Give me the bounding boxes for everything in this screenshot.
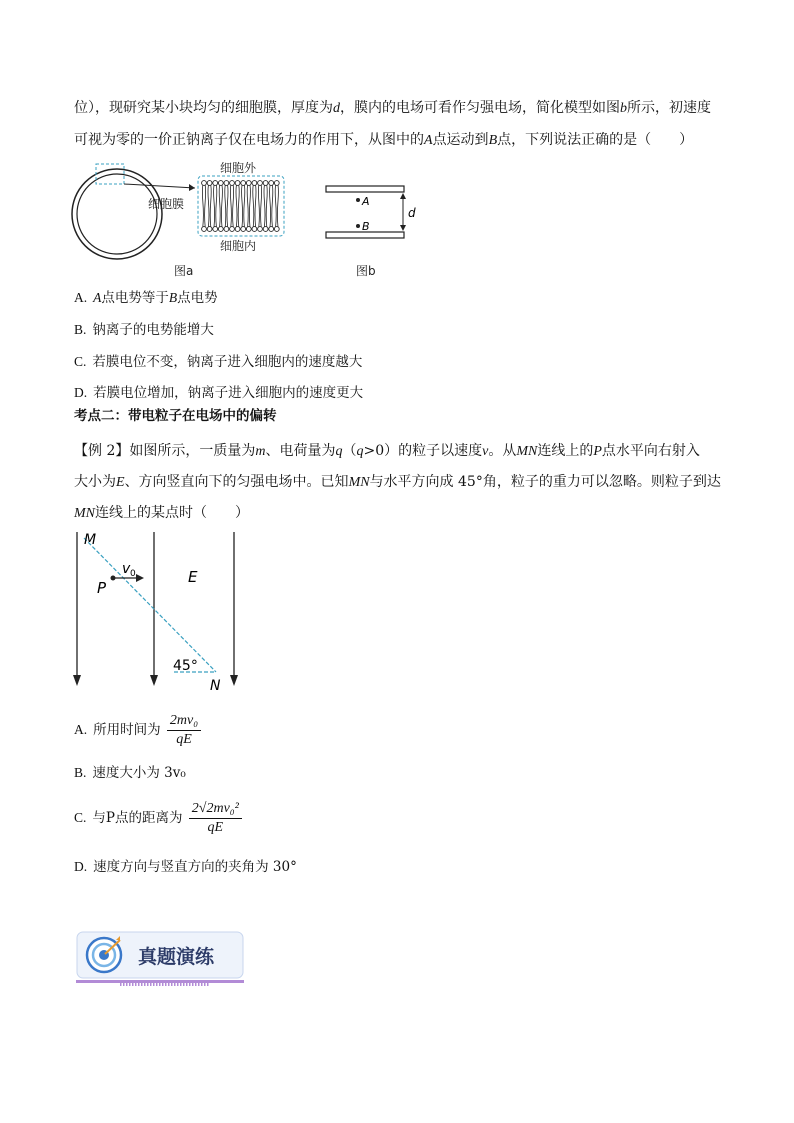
label-e: E [188, 568, 198, 586]
lipid-head-bottom [269, 227, 274, 232]
lipid-head-bottom [224, 227, 229, 232]
q1-line-1: 位），现研究某小块均匀的细胞膜，厚度为d，膜内的电场可看作匀强电场，简化模型如图b所示，初速度 [74, 100, 711, 116]
lipid-tail [236, 185, 239, 227]
lipid-tail [219, 185, 222, 227]
lipid-head-top [235, 181, 240, 186]
badge-tick [174, 983, 176, 986]
mn-dashed-line [84, 538, 216, 672]
badge-tick [207, 983, 209, 986]
badge-tick [129, 983, 131, 986]
cell-circle-outer [72, 169, 162, 259]
badge-ticks [120, 983, 209, 986]
badge-tick [135, 983, 137, 986]
badge-tick [144, 983, 146, 986]
figure-b-caption: 图b [356, 264, 376, 278]
lipid-tail [230, 185, 233, 227]
figure-b [320, 178, 430, 283]
lipid-head-top [241, 181, 246, 186]
section-badge [76, 930, 244, 984]
lipid-head-bottom [252, 227, 257, 232]
label-m: M [84, 532, 97, 548]
badge-tick [126, 983, 128, 986]
figure-a [70, 158, 300, 283]
point-a-dot [356, 198, 360, 202]
badge-tick [165, 983, 167, 986]
q2-line-1: 【例 2】如图所示，一质量为m、电荷量为q（q>0）的粒子以速度v。从MN连线上的P点水平向右射入 [74, 443, 700, 459]
label-n: N [210, 678, 221, 694]
lipid-head-top [202, 181, 207, 186]
badge-tick [201, 983, 203, 986]
q1-option-a[interactable]: A. A点电势等于B点电势 [74, 290, 218, 306]
badge-tick [192, 983, 194, 986]
lipid-tail [225, 185, 228, 227]
lipid-tail [275, 185, 278, 227]
badge-tick [159, 983, 161, 986]
q1-option-b[interactable]: B. 钠离子的电势能增大 [74, 322, 214, 338]
lipid-head-bottom [218, 227, 223, 232]
lipid-tail [247, 185, 250, 227]
lipid-head-bottom [230, 227, 235, 232]
q2-line-2: 大小为E、方向竖直向下的匀强电场中。已知MN与水平方向成 45°角，粒子的重力可以忽略。则粒子到达 [74, 474, 721, 490]
badge-tick [138, 983, 140, 986]
lipid-head-bottom [235, 227, 240, 232]
lipid-head-bottom [207, 227, 212, 232]
lipid-head-top [218, 181, 223, 186]
badge-tick [204, 983, 206, 986]
q1-option-c[interactable]: C. 若膜电位不变，钠离子进入细胞内的速度越大 [74, 354, 363, 370]
lipid-head-top [213, 181, 218, 186]
label-v0-sub: 0 [130, 569, 136, 579]
thickness-label: d [408, 206, 416, 220]
badge-tick [198, 983, 200, 986]
badge-tick [141, 983, 143, 986]
label-angle: 45° [173, 658, 198, 674]
upper-plate [326, 186, 404, 192]
point-b-label: B [362, 220, 370, 233]
badge-tick [153, 983, 155, 986]
badge-tick [195, 983, 197, 986]
q2-option-b[interactable]: B. 速度大小为 3v₀ [74, 765, 186, 781]
lipid-head-top [230, 181, 235, 186]
lipid-head-bottom [258, 227, 263, 232]
badge-tick [156, 983, 158, 986]
lipid-head-bottom [263, 227, 268, 232]
lipid-head-top [274, 181, 279, 186]
lipid-head-bottom [241, 227, 246, 232]
cell-circle-inner [77, 174, 157, 254]
lipid-head-top [258, 181, 263, 186]
lipid-tail [270, 185, 273, 227]
q2-option-c[interactable]: C. 与P点的距离为 $\frac{\text{2√2mv₀²}}{qE}$ [74, 800, 242, 837]
badge-tick [171, 983, 173, 986]
inside-label: 细胞内 [220, 239, 257, 253]
lipid-tail [264, 185, 267, 227]
q2-option-d[interactable]: D. 速度方向与竖直方向的夹角为 30° [74, 859, 297, 875]
q2-line-3: MN连线上的某点时（ ） [74, 505, 249, 521]
lipid-tail [242, 185, 245, 227]
q1-line-2: 可视为零的一价正钠离子仅在电场力的作用下，从图中的A点运动到B点，下列说法正确的是（ ） [74, 132, 694, 148]
badge-tick [123, 983, 125, 986]
point-b-dot [356, 224, 360, 228]
lipid-head-bottom [213, 227, 218, 232]
figure-a-caption: 图a [174, 264, 194, 278]
q1-option-d[interactable]: D. 若膜电位增加，钠离子进入细胞内的速度更大 [74, 385, 364, 401]
lipid-tail [202, 185, 205, 227]
lipid-head-top [252, 181, 257, 186]
lipid-head-top [269, 181, 274, 186]
badge-title: 真题演练 [138, 946, 215, 968]
lipid-head-top [246, 181, 251, 186]
badge-tick [180, 983, 182, 986]
lipid-head-top [207, 181, 212, 186]
badge-tick [132, 983, 134, 986]
label-p: P [97, 579, 107, 597]
lipid-tail [208, 185, 211, 227]
fraction-distance: $\frac{\text{2√2mv₀²}}{qE}$ [189, 800, 242, 837]
section-heading: 考点二：带电粒子在电场中的偏转 [74, 408, 277, 424]
fraction-time: $\frac{\text{2mv₀}}{qE}$ [167, 712, 201, 749]
lipid-head-bottom [202, 227, 207, 232]
lipid-head-bottom [274, 227, 279, 232]
lipid-tail [253, 185, 256, 227]
badge-tick [168, 983, 170, 986]
badge-tick [120, 983, 122, 986]
badge-tick [147, 983, 149, 986]
lipid-tail [258, 185, 261, 227]
lipid-head-top [224, 181, 229, 186]
label-v0: v [122, 561, 131, 577]
badge-tick [189, 983, 191, 986]
lipid-bilayer [202, 181, 280, 232]
lipid-head-bottom [246, 227, 251, 232]
badge-tick [186, 983, 188, 986]
membrane-label: 细胞膜 [148, 197, 185, 211]
outside-label: 细胞外 [220, 161, 257, 175]
point-a-label: A [362, 195, 370, 208]
lipid-tail [214, 185, 217, 227]
q2-option-a[interactable]: A. 所用时间为 $\frac{\text{2mv₀}}{qE}$ [74, 712, 201, 749]
badge-tick [150, 983, 152, 986]
badge-tick [177, 983, 179, 986]
zoom-arrow [124, 184, 195, 188]
figure-field [66, 528, 246, 696]
badge-tick [183, 983, 185, 986]
lipid-head-top [263, 181, 268, 186]
badge-tick [162, 983, 164, 986]
